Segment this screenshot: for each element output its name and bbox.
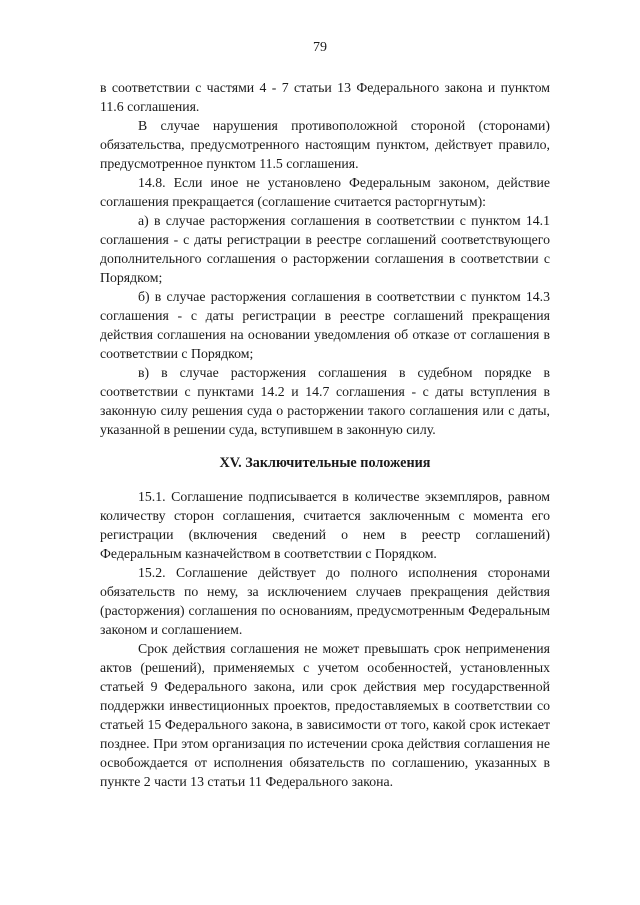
paragraph-continuation: в соответствии с частями 4 - 7 статьи 13 Федерального закона и пунктом 11.6 соглашения.	[100, 80, 550, 114]
section-heading: XV. Заключительные положения	[219, 455, 431, 471]
paragraph-clause-14-8: 14.8. Если иное не установлено Федеральным законом, действие соглашения прекращается (соглашение считается расторгнутым):	[100, 175, 550, 209]
paragraph-clause-14-8-a: а) в случае расторжения соглашения в соответствии с пунктом 14.1 соглашения - с даты регистрации в реестре соглашений соответствующего дополнительного соглашения о расторжении соглашения в соответствии с Порядком;	[100, 213, 550, 285]
paragraph-clause-14-8-b: б) в случае расторжения соглашения в соответствии с пунктом 14.3 соглашения - с даты регистрации в реестре соглашений прекращения действия соглашения на основании уведомления об отказе от соглашения в соответствии с Порядком;	[100, 289, 550, 361]
paragraph-clause-14-8-c: в) в случае расторжения соглашения в судебном порядке в соответствии с пунктами 14.2 и 14.7 соглашения - с даты вступления в законную силу решения суда о расторжении такого соглашения или с даты, указанной в решении суда, вступившем в законную силу.	[100, 365, 550, 437]
paragraph-breach-rule: В случае нарушения противоположной стороной (сторонами) обязательства, предусмотренного настоящим пунктом, действует правило, предусмотренное пунктом 11.5 соглашения.	[100, 118, 550, 171]
paragraph-clause-15-1: 15.1. Соглашение подписывается в количестве экземпляров, равном количеству сторон соглашения, считается заключенным с момента его регистрации (включения сведений о нем в реестр соглашений) Федеральным казначейством в соответствии с Порядком.	[100, 489, 550, 561]
paragraph-clause-15-2: 15.2. Соглашение действует до полного исполнения сторонами обязательств по нему, за исключением случаев прекращения действия (расторжения) соглашения по основаниям, предусмотренным Федеральным законом и соглашением.	[100, 565, 550, 637]
document-body	[100, 78, 550, 791]
paragraph-term-limit: Срок действия соглашения не может превышать срок неприменения актов (решений), применяемых с учетом особенностей, установленных статьей 9 Федерального закона, или срок действия мер государственной поддержки инвестиционных проектов, предоставляемых в соответствии со статьей 15 Федерального закона, в зависимости от того, какой срок истекает позднее. При этом организация по истечении срока действия соглашения не освобождается от исполнения обязательств по соглашению, указанных в пункте 2 части 13 статьи 11 Федерального закона.	[100, 641, 550, 789]
page-number: 79	[313, 40, 327, 55]
